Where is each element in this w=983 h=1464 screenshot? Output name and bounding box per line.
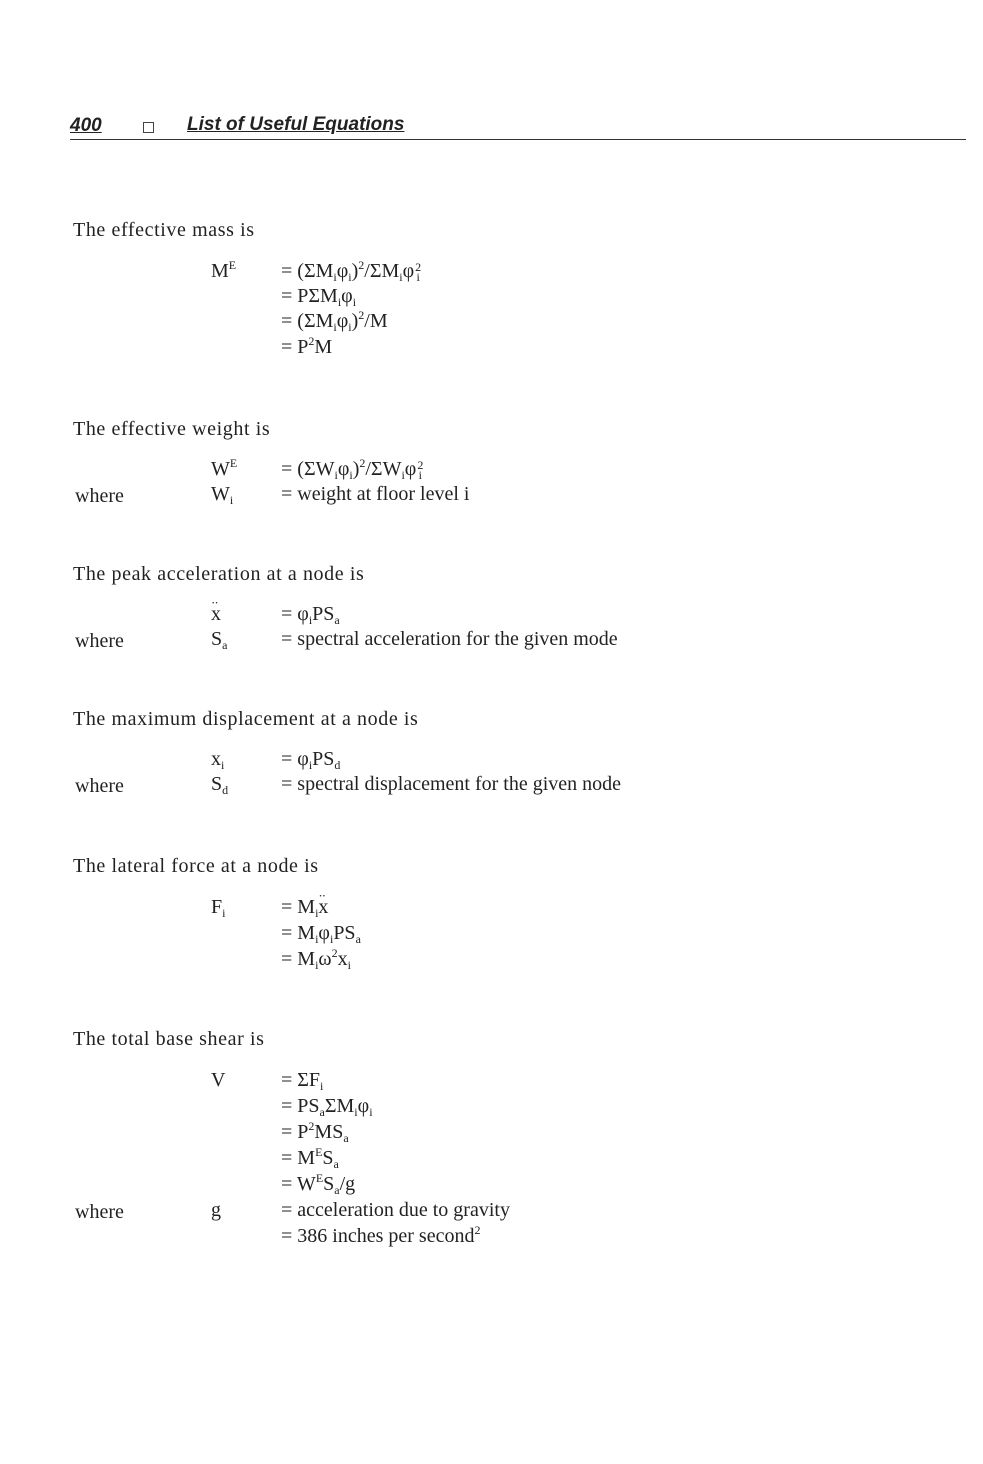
where-definition: = spectral acceleration for the given mode bbox=[281, 628, 618, 650]
equation-line: = $P^2M$ bbox=[281, 334, 333, 358]
square-bullet-icon bbox=[143, 122, 154, 133]
displacement-symbol: $x_i$ bbox=[211, 748, 225, 772]
where-definition-value: = 386 inches per second$^2$ bbox=[281, 1223, 481, 1247]
acceleration-symbol: ·· x bbox=[211, 602, 221, 626]
equation-line: = $(\Sigma M_i\varphi_i)^2/M$ bbox=[281, 308, 388, 334]
lateral-force-symbol: $F_i$ bbox=[211, 896, 226, 920]
equation-line: = $M_i\varphi_iPS_a$ bbox=[281, 922, 361, 946]
where-definition: = spectral displacement for the given node bbox=[281, 773, 622, 795]
page-number: 400 bbox=[70, 115, 102, 136]
equation-line: = $M_i\omega^2x_i$ bbox=[281, 946, 351, 972]
page-title: List of Useful Equations bbox=[187, 114, 405, 135]
where-label: where bbox=[75, 775, 124, 797]
equation-line: = $\varphi_iPS_a$ bbox=[281, 603, 340, 627]
effective-mass-symbol: $M^E$ bbox=[211, 258, 237, 282]
effective-weight-symbol: $W^E$ bbox=[211, 456, 238, 480]
where-label: where bbox=[75, 485, 124, 507]
equation-line: = $P\Sigma M_i\varphi_i$ bbox=[281, 285, 357, 309]
where-label: where bbox=[75, 630, 124, 652]
peak-acceleration-intro: The peak acceleration at a node is bbox=[73, 563, 365, 585]
effective-weight-intro: The effective weight is bbox=[73, 418, 271, 440]
equation-line: = $PS_a\Sigma M_i\varphi_i$ bbox=[281, 1095, 373, 1119]
lateral-force-intro: The lateral force at a node is bbox=[73, 855, 319, 877]
equation-line: = $(\Sigma M_i\varphi_i)^2/\Sigma M_i\varphi 2$ i bbox=[281, 258, 422, 285]
equation-line: = $W^ES_a/g$ bbox=[281, 1171, 356, 1197]
equation-line: = $(\Sigma W_i\varphi_i)^2/\Sigma W_i\varphi 2$ i bbox=[281, 456, 424, 483]
equation-line: = $M^ES_a$ bbox=[281, 1145, 339, 1171]
effective-mass-intro: The effective mass is bbox=[73, 219, 255, 241]
equation-line: = $P^2MS_a$ bbox=[281, 1119, 349, 1145]
where-symbol: g bbox=[211, 1199, 221, 1221]
where-symbol: $S_d$ bbox=[211, 773, 229, 797]
where-symbol: $S_a$ bbox=[211, 628, 228, 652]
where-definition: = weight at floor level i bbox=[281, 483, 470, 505]
equation-line: = $M_i\cdot\cdot x$ bbox=[281, 895, 328, 919]
base-shear-intro: The total base shear is bbox=[73, 1028, 265, 1050]
where-label: where bbox=[75, 1201, 124, 1223]
base-shear-symbol: V bbox=[211, 1069, 226, 1091]
where-symbol: $W_i$ bbox=[211, 483, 234, 507]
equation-line: = $\Sigma F_i$ bbox=[281, 1069, 324, 1093]
max-displacement-intro: The maximum displacement at a node is bbox=[73, 708, 419, 730]
page-header bbox=[70, 113, 966, 140]
where-definition: = acceleration due to gravity bbox=[281, 1199, 510, 1221]
equation-line: = $\varphi_iPS_d$ bbox=[281, 748, 341, 772]
